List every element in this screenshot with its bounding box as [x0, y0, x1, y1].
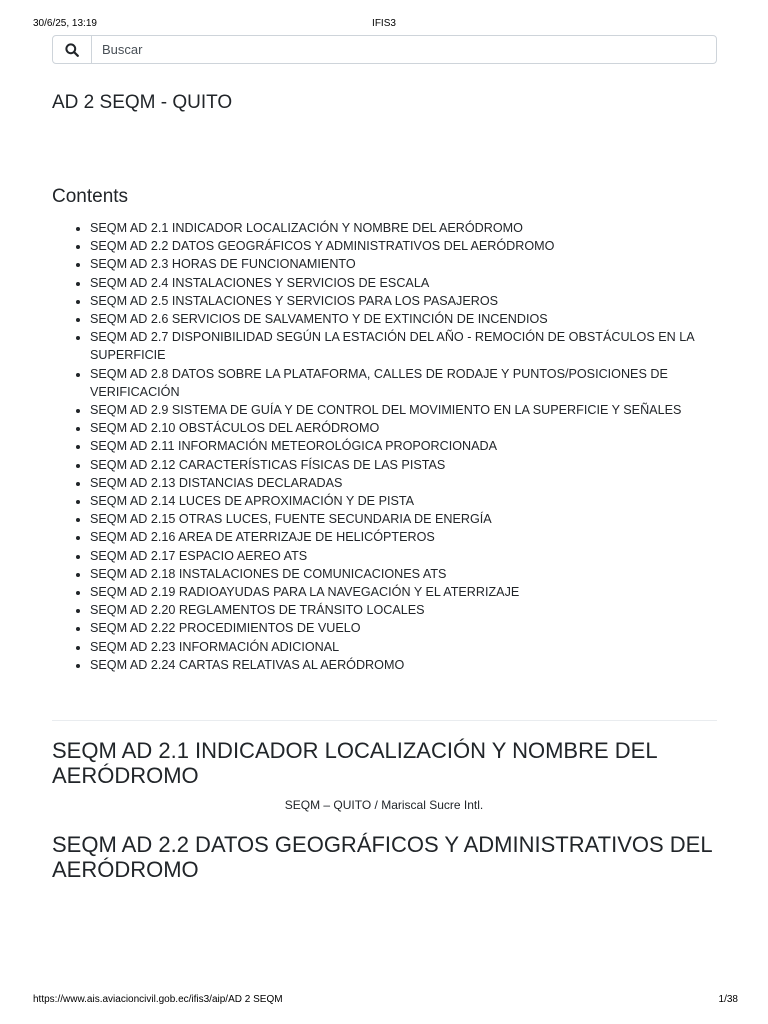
- list-item: [90, 583, 722, 601]
- toc-link[interactable]: SEQM AD 2.8 DATOS SOBRE LA PLATAFORMA, CALLES DE RODAJE Y PUNTOS/POSICIONES DE VERIFICACIÓN: [90, 366, 668, 399]
- toc-link[interactable]: SEQM AD 2.3 HORAS DE FUNCIONAMIENTO: [90, 257, 356, 272]
- contents-list: [52, 219, 722, 674]
- list-item: [90, 601, 722, 619]
- page-number: 1/38: [718, 994, 738, 1005]
- list-item: [90, 237, 722, 255]
- toc-link[interactable]: SEQM AD 2.22 PROCEDIMIENTOS DE VUELO: [90, 621, 361, 636]
- list-item: [90, 310, 722, 328]
- toc-link[interactable]: SEQM AD 2.24 CARTAS RELATIVAS AL AERÓDROMO: [90, 657, 405, 672]
- page-title: AD 2 SEQM - QUITO: [52, 92, 233, 113]
- toc-link[interactable]: SEQM AD 2.11 INFORMACIÓN METEOROLÓGICA PROPORCIONADA: [90, 439, 498, 454]
- print-footer: [0, 994, 768, 1014]
- list-item: [90, 292, 722, 310]
- list-item: [90, 547, 722, 565]
- toc-link[interactable]: SEQM AD 2.2 DATOS GEOGRÁFICOS Y ADMINISTRATIVOS DEL AERÓDROMO: [90, 239, 555, 254]
- toc-link[interactable]: SEQM AD 2.19 RADIOAYUDAS PARA LA NAVEGACIÓN Y EL ATERRIZAJE: [90, 585, 520, 600]
- list-item: [90, 419, 722, 437]
- print-url: https://www.ais.aviacioncivil.gob.ec/ifis3/aip/AD 2 SEQM: [33, 994, 283, 1005]
- list-item: [90, 328, 722, 364]
- toc-link[interactable]: SEQM AD 2.9 SISTEMA DE GUÍA Y DE CONTROL DEL MOVIMIENTO EN LA SUPERFICIE Y SEÑALES: [90, 403, 682, 418]
- toc-link[interactable]: SEQM AD 2.7 DISPONIBILIDAD SEGÚN LA ESTACIÓN DEL AÑO - REMOCIÓN DE OBSTÁCULOS EN LA SUPERFICIE: [90, 330, 694, 363]
- list-item: [90, 274, 722, 292]
- list-item: [90, 492, 722, 510]
- toc-link[interactable]: SEQM AD 2.5 INSTALACIONES Y SERVICIOS PARA LOS PASAJEROS: [90, 293, 499, 308]
- list-item: [90, 510, 722, 528]
- search-bar: [52, 35, 717, 64]
- toc-link[interactable]: SEQM AD 2.15 OTRAS LUCES, FUENTE SECUNDARIA DE ENERGÍA: [90, 512, 492, 527]
- list-item: [90, 365, 722, 401]
- toc-link[interactable]: SEQM AD 2.23 INFORMACIÓN ADICIONAL: [90, 639, 340, 654]
- list-item: [90, 456, 722, 474]
- toc-link[interactable]: SEQM AD 2.14 LUCES DE APROXIMACIÓN Y DE PISTA: [90, 494, 415, 509]
- list-item: [90, 565, 722, 583]
- section-divider: [52, 720, 717, 721]
- toc-link[interactable]: SEQM AD 2.16 AREA DE ATERRIZAJE DE HELICÓPTEROS: [90, 530, 435, 545]
- search-icon: [65, 43, 79, 57]
- list-item: [90, 474, 722, 492]
- print-header: [0, 0, 768, 29]
- list-item: [90, 219, 722, 237]
- toc-link[interactable]: SEQM AD 2.17 ESPACIO AEREO ATS: [90, 548, 308, 563]
- list-item: [90, 638, 722, 656]
- list-item: [90, 656, 722, 674]
- toc-link[interactable]: SEQM AD 2.20 REGLAMENTOS DE TRÁNSITO LOCALES: [90, 603, 425, 618]
- print-page-title: IFIS3: [372, 18, 396, 29]
- list-item: [90, 437, 722, 455]
- search-input[interactable]: [92, 36, 716, 63]
- toc-link[interactable]: SEQM AD 2.6 SERVICIOS DE SALVAMENTO Y DE EXTINCIÓN DE INCENDIOS: [90, 312, 548, 327]
- section-heading-ad-2-2: SEQM AD 2.2 DATOS GEOGRÁFICOS Y ADMINISTRATIVOS DEL AERÓDROMO: [52, 832, 712, 882]
- toc-link[interactable]: SEQM AD 2.4 INSTALACIONES Y SERVICIOS DE ESCALA: [90, 275, 430, 290]
- list-item: [90, 528, 722, 546]
- section-description-ad-2-1: SEQM – QUITO / Mariscal Sucre Intl.: [284, 798, 484, 812]
- search-button[interactable]: [53, 36, 92, 63]
- toc-link[interactable]: SEQM AD 2.10 OBSTÁCULOS DEL AERÓDROMO: [90, 421, 380, 436]
- list-item: [90, 255, 722, 273]
- section-heading-ad-2-1: SEQM AD 2.1 INDICADOR LOCALIZACIÓN Y NOMBRE DEL AERÓDROMO: [52, 738, 657, 788]
- list-item: [90, 619, 722, 637]
- print-datetime: 30/6/25, 13:19: [33, 18, 97, 29]
- toc-link[interactable]: SEQM AD 2.18 INSTALACIONES DE COMUNICACIONES ATS: [90, 566, 447, 581]
- list-item: [90, 401, 722, 419]
- toc-link[interactable]: SEQM AD 2.1 INDICADOR LOCALIZACIÓN Y NOMBRE DEL AERÓDROMO: [90, 221, 523, 235]
- contents-heading: Contents: [52, 186, 129, 207]
- toc-link[interactable]: SEQM AD 2.13 DISTANCIAS DECLARADAS: [90, 475, 343, 490]
- toc-link[interactable]: SEQM AD 2.12 CARACTERÍSTICAS FÍSICAS DE LAS PISTAS: [90, 457, 446, 472]
